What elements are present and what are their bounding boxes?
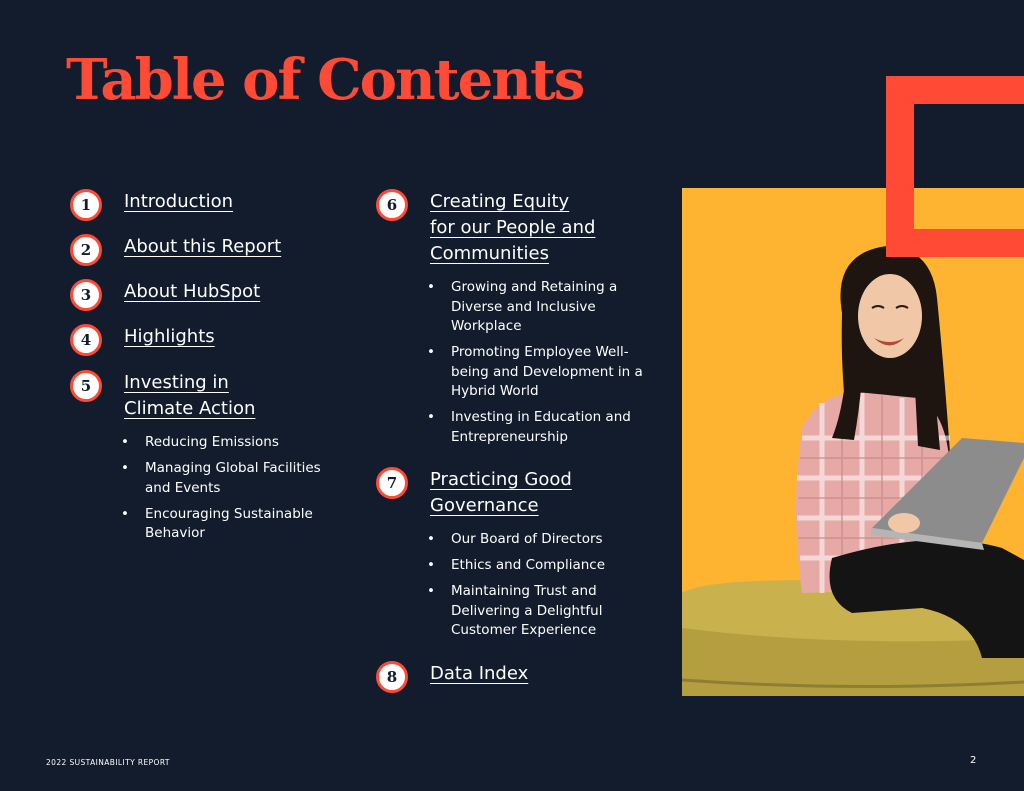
- red-frame-shape: [886, 76, 1024, 257]
- toc-entry-about-this-report[interactable]: [70, 234, 281, 266]
- creating-equity-subtopics: [427, 278, 667, 454]
- list-item: • Investing in Education and Entrepreneurship: [427, 408, 667, 447]
- toc-link-data-index[interactable]: Data Index: [430, 663, 529, 684]
- list-item: • Managing Global Facilities and Events: [121, 459, 351, 498]
- toc-entry-good-governance[interactable]: [376, 467, 572, 519]
- list-item: • Reducing Emissions: [121, 433, 351, 453]
- toc-link-good-governance[interactable]: Practicing Good Governance: [430, 469, 572, 516]
- toc-entry-data-index[interactable]: [376, 661, 528, 693]
- section-number-badge: 7: [376, 467, 408, 499]
- governance-subtopics: [427, 530, 667, 647]
- list-item: • Encouraging Sustainable Behavior: [121, 505, 351, 544]
- list-item: • Ethics and Compliance: [427, 556, 667, 576]
- page-title: Table of Contents: [66, 47, 584, 113]
- section-number-badge: 3: [70, 279, 102, 311]
- toc-entry-creating-equity[interactable]: [376, 189, 595, 267]
- list-item: • Promoting Employee Well- being and Development in a Hybrid World: [427, 343, 667, 402]
- toc-link-climate-action[interactable]: Investing in Climate Action: [124, 372, 256, 419]
- toc-link-about-this-report[interactable]: About this Report: [124, 236, 282, 257]
- toc-link-creating-equity[interactable]: Creating Equity for our People and Communities: [430, 191, 596, 264]
- section-number-badge: 4: [70, 324, 102, 356]
- toc-link-highlights[interactable]: Highlights: [124, 326, 215, 347]
- hero-photo: [682, 188, 1024, 696]
- list-item: • Our Board of Directors: [427, 530, 667, 550]
- page-number: 2: [970, 755, 977, 766]
- toc-entry-highlights[interactable]: [70, 324, 215, 356]
- section-number-badge: 8: [376, 661, 408, 693]
- climate-action-subtopics: [121, 433, 351, 550]
- list-item: • Growing and Retaining a Diverse and Inclusive Workplace: [427, 278, 667, 337]
- section-number-badge: 1: [70, 189, 102, 221]
- section-number-badge: 2: [70, 234, 102, 266]
- section-number-badge: 5: [70, 370, 102, 402]
- toc-link-about-hubspot[interactable]: About HubSpot: [124, 281, 261, 302]
- list-item: • Maintaining Trust and Delivering a Delightful Customer Experience: [427, 582, 667, 641]
- toc-entry-about-hubspot[interactable]: [70, 279, 260, 311]
- toc-entry-introduction[interactable]: [70, 189, 233, 221]
- toc-entry-climate-action[interactable]: [70, 370, 255, 422]
- toc-link-introduction[interactable]: Introduction: [124, 191, 234, 212]
- section-number-badge: 6: [376, 189, 408, 221]
- report-name: 2022 SUSTAINABILITY REPORT: [46, 758, 170, 767]
